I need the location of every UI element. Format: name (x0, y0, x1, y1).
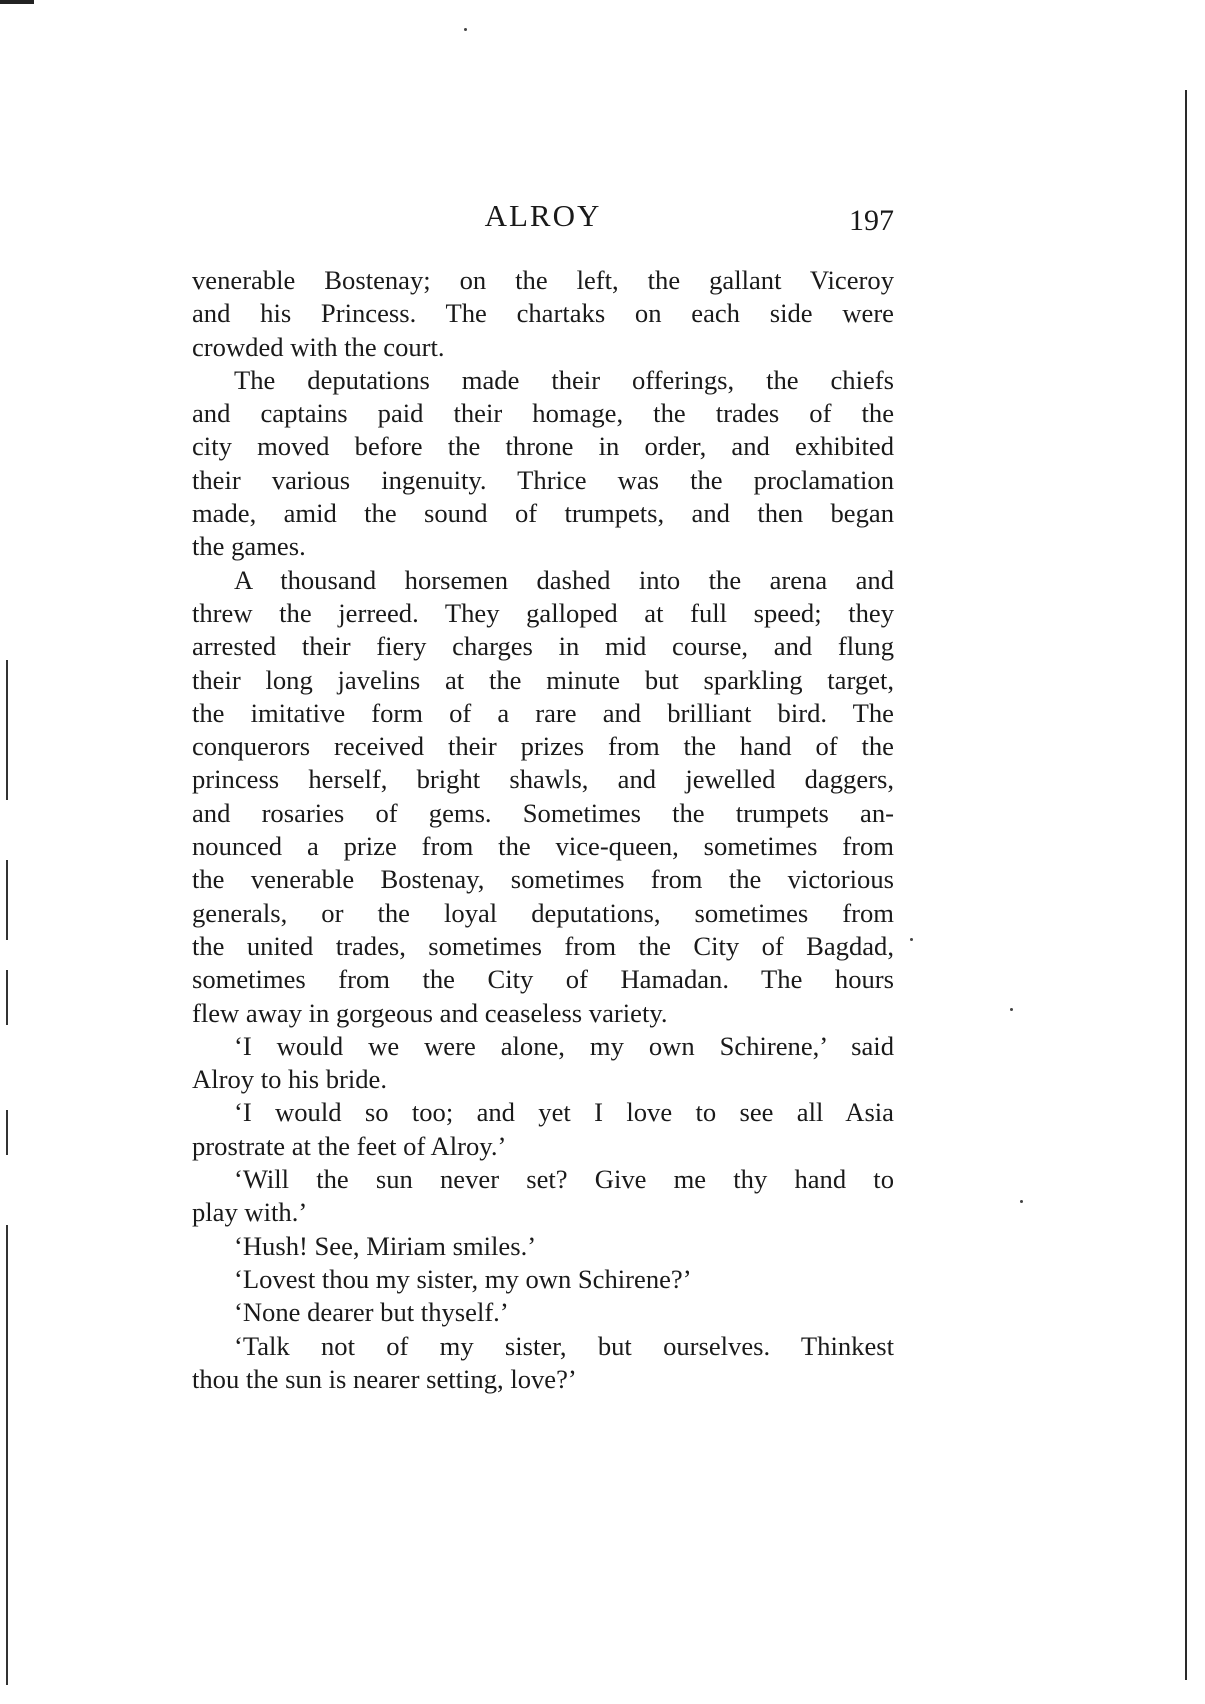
page-number: 197 (849, 204, 894, 237)
page-header (192, 198, 894, 238)
text-line: ‘None dearer but thyself.’ (234, 1297, 509, 1328)
text-line: the united trades, sometimes from the City of Bagdad, (192, 930, 894, 961)
text-line: princess herself, bright shawls, and jewelled daggers, (192, 764, 894, 795)
text-line: ‘I would we were alone, my own Schirene,’ said (234, 1030, 894, 1061)
text-line: ‘Will the sun never set? Give me thy hand to (234, 1164, 894, 1195)
scan-speck (464, 28, 467, 31)
text-line: thou the sun is nearer setting, love?’ (192, 1363, 577, 1394)
body-text (192, 264, 894, 1396)
text-line: crowded with the court. (192, 331, 445, 362)
text-line: Alroy to his bride. (192, 1064, 387, 1095)
page-edge-left-2 (6, 860, 8, 940)
page-edge-left-3 (6, 970, 8, 1025)
text-line: play with.’ (192, 1197, 308, 1228)
text-line: ‘Hush! See, Miriam smiles.’ (234, 1230, 537, 1261)
text-line: city moved before the throne in order, and exhibited (192, 431, 894, 462)
text-line: ‘Talk not of my sister, but ourselves. Thinkest (234, 1330, 894, 1361)
text-line: sometimes from the City of Hamadan. The hours (192, 964, 894, 995)
text-line: generals, or the loyal deputations, sometimes from (192, 897, 894, 928)
page-edge-left-1 (6, 660, 8, 800)
text-line: the games. (192, 531, 306, 562)
text-line: flew away in gorgeous and ceaseless variety. (192, 997, 668, 1028)
scan-corner-mark (0, 0, 34, 4)
text-line: their various ingenuity. Thrice was the proclamation (192, 464, 894, 495)
text-line: arrested their fiery charges in mid course, and flung (192, 631, 894, 662)
running-title: ALROY (484, 198, 602, 233)
text-line: and rosaries of gems. Sometimes the trumpets an- (192, 797, 894, 828)
text-line: nounced a prize from the vice-queen, sometimes from (192, 831, 894, 862)
scan-speck (1010, 1008, 1013, 1011)
text-line: and captains paid their homage, the trades of the (192, 398, 894, 429)
text-line: ‘Lovest thou my sister, my own Schirene?’ (234, 1263, 692, 1294)
text-line: The deputations made their offerings, the chiefs (234, 364, 894, 395)
page-edge-right (1185, 90, 1187, 1680)
text-line: A thousand horsemen dashed into the arena and (234, 564, 894, 595)
text-line: the venerable Bostenay, sometimes from the victorious (192, 864, 894, 895)
text-line: their long javelins at the minute but sparkling target, (192, 664, 894, 695)
scan-speck (1020, 1200, 1023, 1203)
text-line: conquerors received their prizes from the hand of the (192, 731, 894, 762)
page-edge-left-5 (6, 1225, 8, 1685)
scan-speck (910, 938, 913, 941)
text-line: ‘I would so too; and yet I love to see all Asia (234, 1097, 894, 1128)
page-edge-left-4 (6, 1110, 8, 1155)
text-line: prostrate at the feet of Alroy.’ (192, 1130, 507, 1161)
text-line: threw the jerreed. They galloped at full speed; they (192, 597, 894, 628)
text-line: the imitative form of a rare and brilliant bird. The (192, 697, 894, 728)
text-line: made, amid the sound of trumpets, and then began (192, 498, 894, 529)
text-line: and his Princess. The chartaks on each side were (192, 298, 894, 329)
text-line: venerable Bostenay; on the left, the gallant Viceroy (192, 265, 894, 295)
